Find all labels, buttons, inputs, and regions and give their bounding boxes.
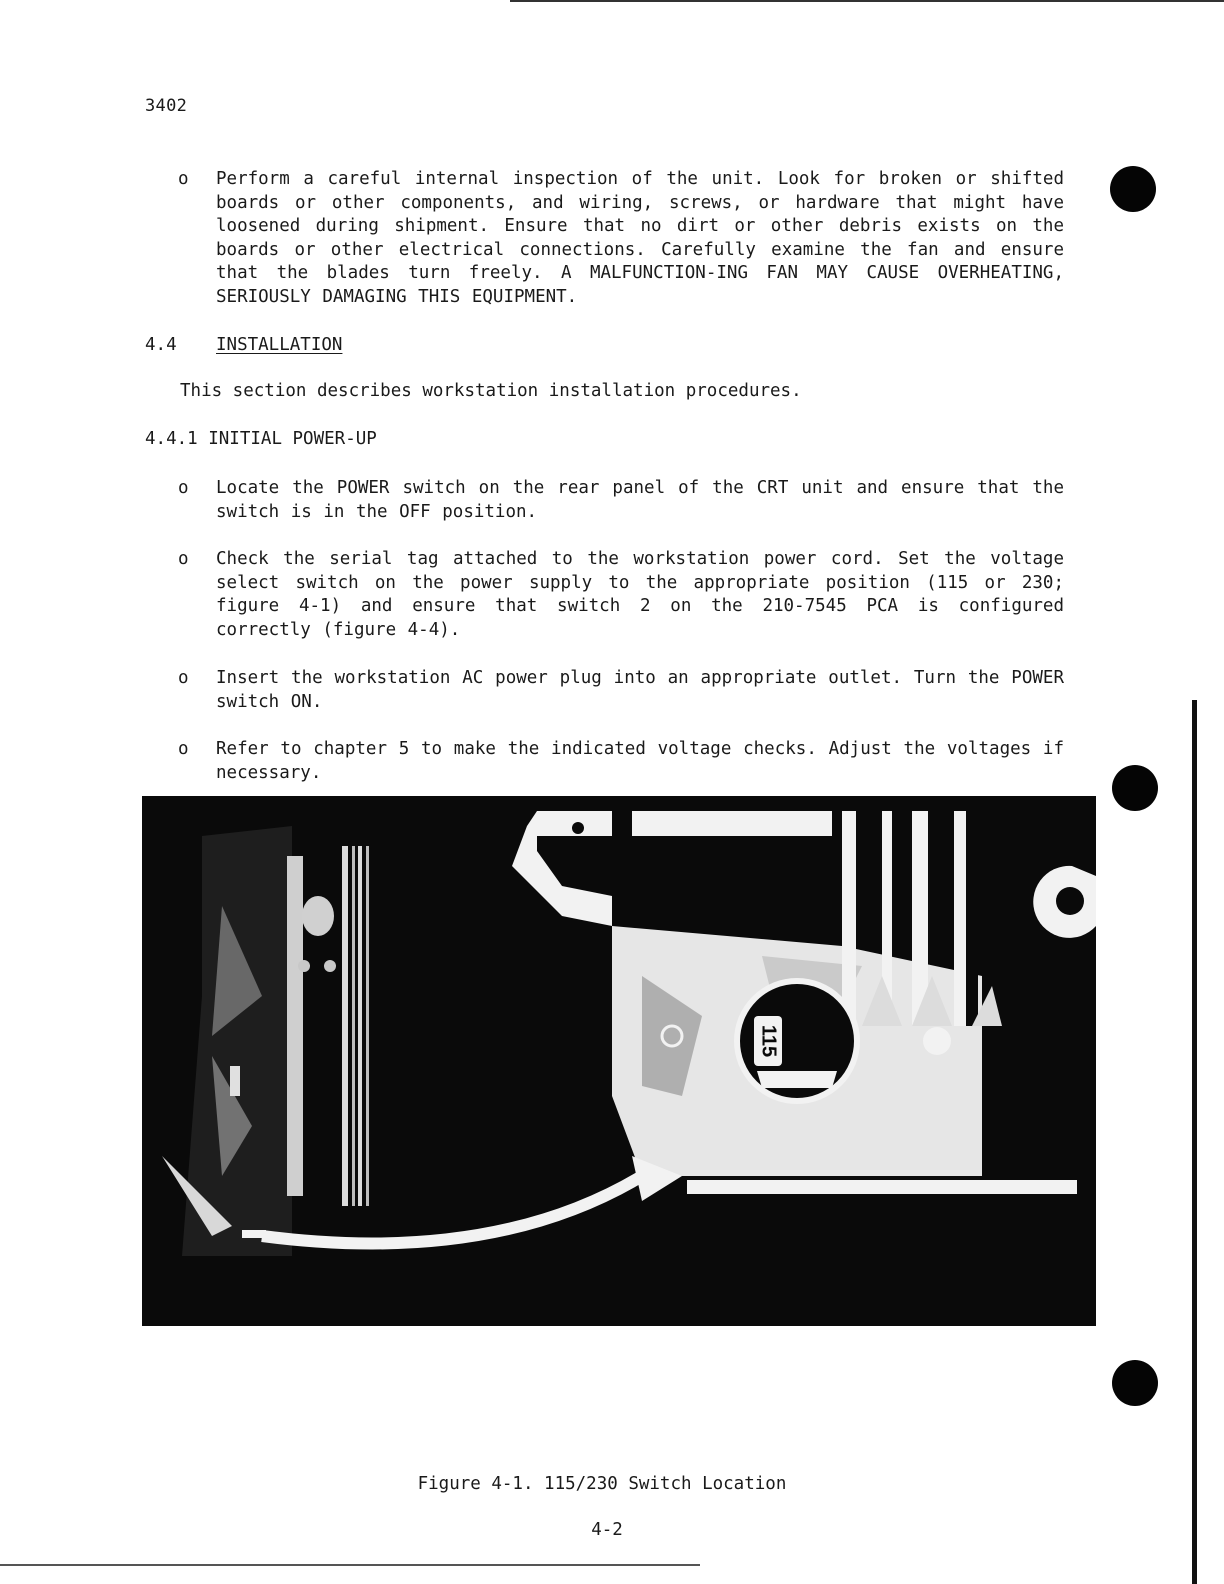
subsection-number: 4.4.1	[145, 429, 198, 449]
figure-caption	[0, 1474, 1224, 1494]
figure-caption-text: Figure 4-1. 115/230 Switch Location	[417, 1474, 787, 1494]
binder-hole-top	[1110, 166, 1156, 212]
binder-hole-bottom	[1112, 1360, 1158, 1406]
bullet-marker: o	[178, 169, 189, 189]
step-marker: o	[178, 739, 189, 759]
figure-photo	[142, 796, 1096, 1326]
scan-edge-top	[510, 0, 1224, 2]
switch-voltage-label: 115	[757, 1024, 780, 1058]
section-intro: This section describes workstation installation procedures.	[180, 381, 802, 401]
page-number	[0, 1520, 1224, 1540]
step-marker: o	[178, 668, 189, 688]
binder-hole-middle	[1112, 765, 1158, 811]
subsection-title: INITIAL POWER-UP	[208, 429, 377, 449]
scan-edge-bottom	[0, 1564, 700, 1566]
power-supply-photo	[142, 796, 1096, 1326]
step-paragraph: Check the serial tag attached to the workstation power cord. Set the voltage select switch on the power supply to the appropriate position (115 or 230; figure 4-1) and ensure that switch 2 on the 210-7545 PCA is configured correctly (figure 4-4).	[216, 549, 1064, 640]
step-paragraph: Refer to chapter 5 to make the indicated voltage checks. Adjust the voltages if necessary.	[216, 739, 1064, 783]
section-number: 4.4	[145, 335, 177, 355]
subsection-heading	[145, 429, 377, 449]
page-number-text: 4-2	[591, 1520, 623, 1540]
scan-edge-right	[1192, 700, 1197, 1584]
section-title: INSTALLATION	[216, 335, 343, 355]
step-marker: o	[178, 478, 189, 498]
step-paragraph: Insert the workstation AC power plug into an appropriate outlet. Turn the POWER switch ON.	[216, 668, 1064, 712]
step-paragraph: Locate the POWER switch on the rear panel of the CRT unit and ensure that the switch is in the OFF position.	[216, 478, 1064, 522]
document-id: 3402	[145, 96, 188, 116]
inspection-paragraph: Perform a careful internal inspection of the unit. Look for broken or shifted boards or other components, and wiring, screws, or hardware that might have loosened during shipment. Ensure that no dirt or other debris exists on the boards or other electrical connections. Carefully examine the fan and ensure that the blades turn freely. A MALFUNCTION-ING FAN MAY CAUSE OVERHEATING, SERIOUSLY DAMAGING THIS EQUIPMENT.	[216, 169, 1064, 307]
step-marker: o	[178, 549, 189, 569]
